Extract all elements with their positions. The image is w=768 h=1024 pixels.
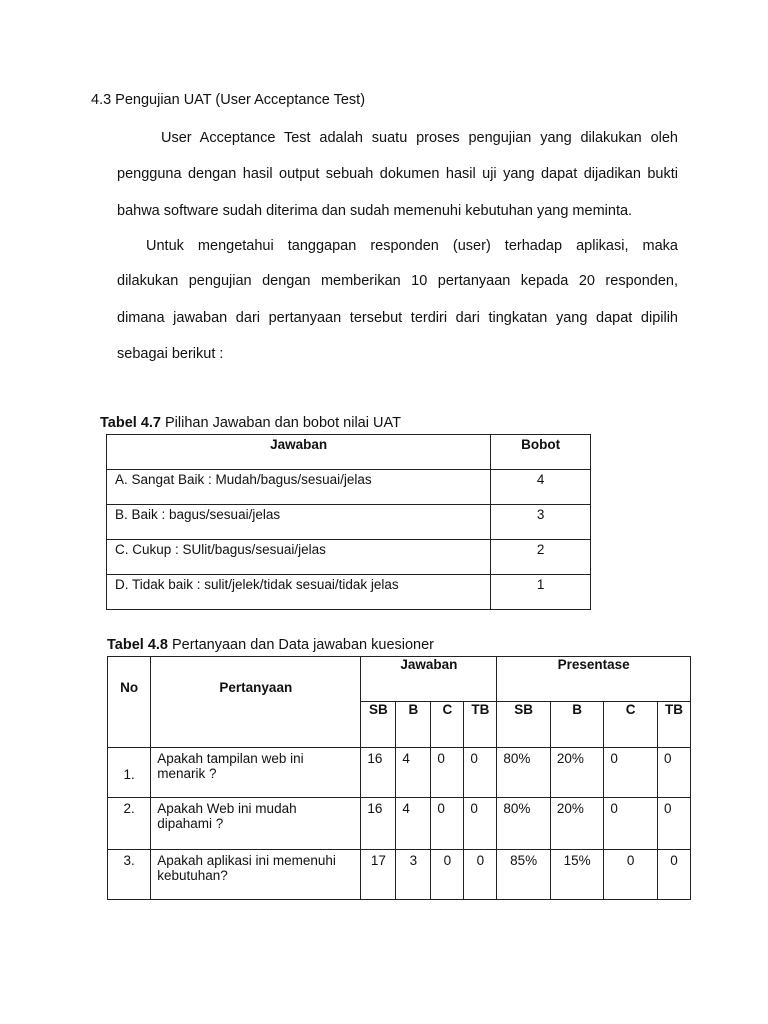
question-line: Apakah aplikasi ini memenuhi <box>157 853 336 868</box>
subheader-presentase-sb: SB <box>497 702 551 748</box>
table-caption <box>100 415 401 431</box>
cell-presentase-c: 0 <box>604 798 658 850</box>
cell-presentase-sb: 85% <box>497 850 551 900</box>
caption-text: Pilihan Jawaban dan bobot nilai UAT <box>160 415 401 431</box>
answer-weight-table <box>106 434 591 610</box>
cell-bobot: 4 <box>491 470 591 505</box>
table-row <box>108 798 691 850</box>
subheader-jawaban-b: B <box>396 702 431 748</box>
cell-jawaban-c: 0 <box>431 798 464 850</box>
header-jawaban: Jawaban <box>107 435 491 470</box>
paragraph-line: sebagai berikut : <box>117 346 224 362</box>
cell-presentase-b: 20% <box>550 748 604 798</box>
subheader-presentase-b: B <box>550 702 604 748</box>
cell-jawaban: B. Baik : bagus/sesuai/jelas <box>107 505 491 540</box>
header-no: No <box>108 657 151 748</box>
cell-jawaban: A. Sangat Baik : Mudah/bagus/sesuai/jelas <box>107 470 491 505</box>
cell-presentase-sb: 80% <box>497 748 551 798</box>
caption-label: Tabel 4.7 <box>100 415 161 431</box>
table-row <box>107 540 591 575</box>
header-presentase: Presentase <box>497 657 691 702</box>
paragraph-line: pengguna dengan hasil output sebuah dokumen hasil uji yang dapat dijadikan bukti <box>117 166 678 182</box>
table-row <box>107 470 591 505</box>
cell-jawaban-tb: 0 <box>464 748 497 798</box>
cell-jawaban-sb: 16 <box>361 748 396 798</box>
cell-no: 1. <box>108 748 151 798</box>
table-header-row <box>108 657 691 702</box>
cell-jawaban: C. Cukup : SUlit/bagus/sesuai/jelas <box>107 540 491 575</box>
questionnaire-table <box>107 656 691 900</box>
header-jawaban: Jawaban <box>361 657 497 702</box>
cell-jawaban-b: 4 <box>396 798 431 850</box>
cell-presentase-c: 0 <box>604 850 658 900</box>
cell-presentase-tb: 0 <box>657 798 690 850</box>
caption-label: Tabel 4.8 <box>107 637 168 653</box>
question-line: menarik ? <box>157 766 217 781</box>
cell-jawaban: D. Tidak baik : sulit/jelek/tidak sesuai/tidak jelas <box>107 575 491 610</box>
paragraph-line: bahwa software sudah diterima dan sudah memenuhi kebutuhan yang meminta. <box>117 203 633 219</box>
question-line: dipahami ? <box>157 816 224 831</box>
cell-bobot: 2 <box>491 540 591 575</box>
question-line: kebutuhan? <box>157 868 228 883</box>
question-line: Apakah tampilan web ini <box>157 751 304 766</box>
header-pertanyaan: Pertanyaan <box>151 657 361 748</box>
table-row <box>107 575 591 610</box>
table-caption <box>107 637 434 653</box>
table-row <box>108 748 691 798</box>
cell-presentase-b: 20% <box>550 798 604 850</box>
question-line: Apakah Web ini mudah <box>157 801 297 816</box>
cell-presentase-tb: 0 <box>657 850 690 900</box>
table-row <box>107 505 591 540</box>
section-heading: 4.3 Pengujian UAT (User Acceptance Test) <box>91 92 366 108</box>
table-row <box>108 850 691 900</box>
table-header-row <box>107 435 591 470</box>
paragraph-line: dimana jawaban dari pertanyaan tersebut terdiri dari tingkatan yang dapat dipilih <box>117 310 678 326</box>
caption-text: Pertanyaan dan Data jawaban kuesioner <box>167 637 434 653</box>
cell-bobot: 1 <box>491 575 591 610</box>
cell-jawaban-c: 0 <box>431 850 464 900</box>
subheader-presentase-tb: TB <box>657 702 690 748</box>
cell-jawaban-tb: 0 <box>464 798 497 850</box>
paragraph-line: dilakukan pengujian dengan memberikan 10 pertanyaan kepada 20 responden, <box>117 273 678 289</box>
cell-jawaban-c: 0 <box>431 748 464 798</box>
cell-presentase-c: 0 <box>604 748 658 798</box>
cell-jawaban-b: 4 <box>396 748 431 798</box>
header-bobot: Bobot <box>491 435 591 470</box>
cell-presentase-b: 15% <box>550 850 604 900</box>
cell-jawaban-tb: 0 <box>464 850 497 900</box>
cell-jawaban-sb: 17 <box>361 850 396 900</box>
subheader-presentase-c: C <box>604 702 658 748</box>
paragraph-line: User Acceptance Test adalah suatu proses pengujian yang dilakukan oleh <box>161 130 678 146</box>
cell-pertanyaan <box>151 798 361 850</box>
subheader-jawaban-sb: SB <box>361 702 396 748</box>
cell-bobot: 3 <box>491 505 591 540</box>
cell-no: 3. <box>108 850 151 900</box>
cell-pertanyaan <box>151 850 361 900</box>
cell-presentase-tb: 0 <box>657 748 690 798</box>
subheader-jawaban-c: C <box>431 702 464 748</box>
subheader-jawaban-tb: TB <box>464 702 497 748</box>
cell-presentase-sb: 80% <box>497 798 551 850</box>
cell-pertanyaan <box>151 748 361 798</box>
cell-jawaban-sb: 16 <box>361 798 396 850</box>
cell-jawaban-b: 3 <box>396 850 431 900</box>
cell-no: 2. <box>108 798 151 850</box>
paragraph-line: Untuk mengetahui tanggapan responden (user) terhadap aplikasi, maka <box>146 238 678 254</box>
